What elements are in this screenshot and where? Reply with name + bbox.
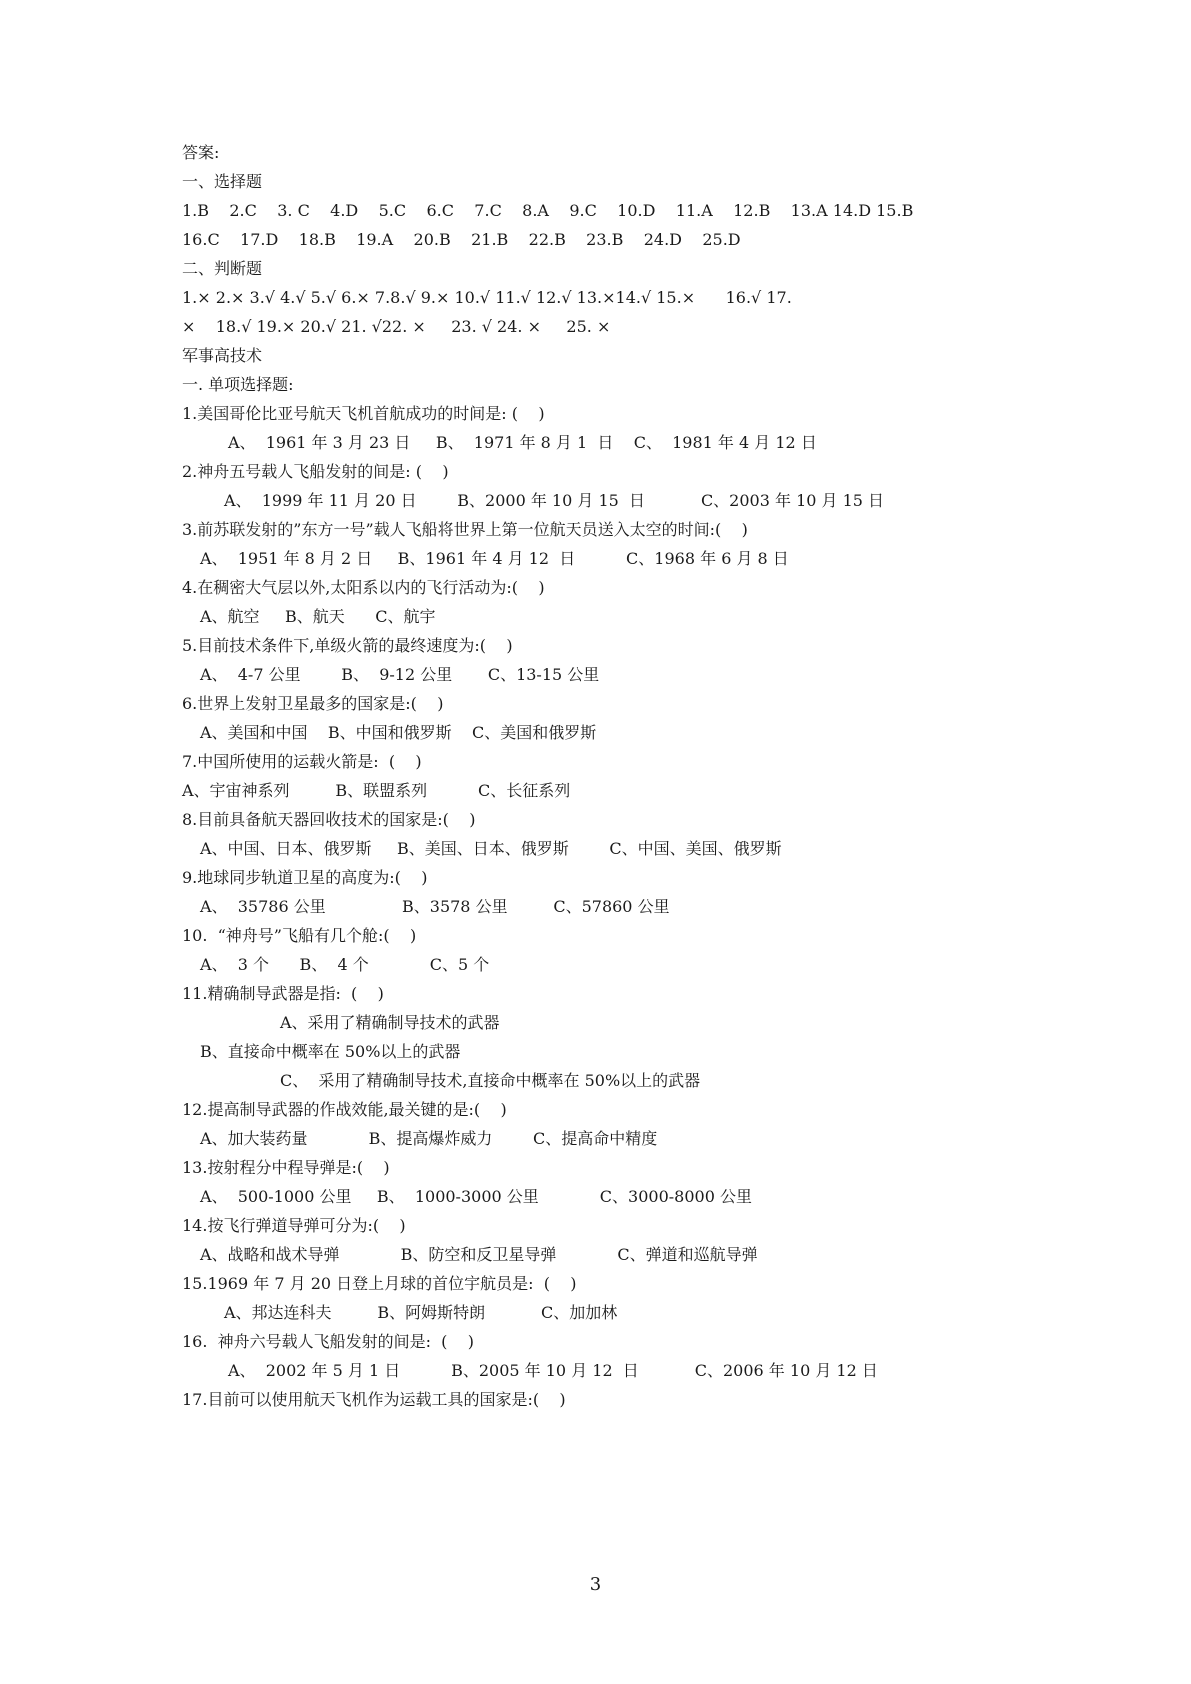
section-title-true-false: 二、判断题 bbox=[182, 259, 263, 278]
question-10-options: A、 3 个 B、 4 个 C、5 个 bbox=[200, 955, 490, 974]
question-11-option-c: C、 采用了精确制导技术,直接命中概率在 50%以上的武器 bbox=[280, 1071, 701, 1090]
question-12: 12.提高制导武器的作战效能,最关键的是:( ) bbox=[182, 1100, 507, 1119]
question-9-options: A、 35786 公里 B、3578 公里 C、57860 公里 bbox=[200, 897, 670, 916]
question-6-options: A、美国和中国 B、中国和俄罗斯 C、美国和俄罗斯 bbox=[200, 723, 597, 742]
page-number: 3 bbox=[589, 1574, 602, 1595]
question-12-options: A、加大装药量 B、提高爆炸威力 C、提高命中精度 bbox=[200, 1129, 658, 1148]
question-2-options: A、 1999 年 11 月 20 日 B、2000 年 10 月 15 日 C、2003 年 10 月 15 日 bbox=[224, 491, 885, 510]
question-13: 13.按射程分中程导弹是:( ) bbox=[182, 1158, 390, 1177]
question-4: 4.在稠密大气层以外,太阳系以内的飞行活动为:( ) bbox=[182, 578, 545, 597]
mc-answers-line: 16.C 17.D 18.B 19.A 20.B 21.B 22.B 23.B 24.D 25.D bbox=[182, 230, 741, 249]
question-14: 14.按飞行弹道导弹可分为:( ) bbox=[182, 1216, 406, 1235]
section-title-multiple-choice: 一、选择题 bbox=[182, 172, 263, 191]
tf-answers-line: 1.× 2.× 3.√ 4.√ 5.√ 6.× 7.8.√ 9.× 10.√ 11.√ 12.√ 13.×14.√ 15.× 16.√ 17. bbox=[182, 288, 792, 307]
question-16: 16. 神舟六号载人飞船发射的间是: ( ) bbox=[182, 1332, 475, 1351]
tf-answers-line: × 18.√ 19.× 20.√ 21. √22. × 23. √ 24. × 25. × bbox=[182, 317, 611, 336]
topic-title: 军事高技术 bbox=[182, 346, 263, 365]
question-16-options: A、 2002 年 5 月 1 日 B、2005 年 10 月 12 日 C、2006 年 10 月 12 日 bbox=[228, 1361, 878, 1380]
question-15-options: A、邦达连科夫 B、阿姆斯特朗 C、加加林 bbox=[224, 1303, 618, 1322]
question-15: 15.1969 年 7 月 20 日登上月球的首位宇航员是: ( ) bbox=[182, 1274, 577, 1293]
question-13-options: A、 500-1000 公里 B、 1000-3000 公里 C、3000-8000 公里 bbox=[200, 1187, 752, 1206]
question-9: 9.地球同步轨道卫星的高度为:( ) bbox=[182, 868, 428, 887]
question-7-options: A、宇宙神系列 B、联盟系列 C、长征系列 bbox=[182, 781, 571, 800]
question-11: 11.精确制导武器是指: ( ) bbox=[182, 984, 384, 1003]
question-5-options: A、 4-7 公里 B、 9-12 公里 C、13-15 公里 bbox=[200, 665, 600, 684]
subsection-title: 一. 单项选择题: bbox=[182, 375, 294, 394]
question-6: 6.世界上发射卫星最多的国家是:( ) bbox=[182, 694, 444, 713]
question-10: 10. “神舟号”飞船有几个舱:( ) bbox=[182, 926, 417, 945]
question-5: 5.目前技术条件下,单级火箭的最终速度为:( ) bbox=[182, 636, 513, 655]
question-17: 17.目前可以使用航天飞机作为运载工具的国家是:( ) bbox=[182, 1390, 566, 1409]
question-2: 2.神舟五号载人飞船发射的间是: ( ) bbox=[182, 462, 449, 481]
answer-header: 答案: bbox=[182, 143, 220, 162]
question-11-option-b: B、直接命中概率在 50%以上的武器 bbox=[200, 1042, 461, 1061]
question-1: 1.美国哥伦比亚号航天飞机首航成功的时间是: ( ) bbox=[182, 404, 545, 423]
question-7: 7.中国所使用的运载火箭是: ( ) bbox=[182, 752, 422, 771]
question-4-options: A、航空 B、航天 C、航宇 bbox=[200, 607, 436, 626]
mc-answers-line: 1.B 2.C 3. C 4.D 5.C 6.C 7.C 8.A 9.C 10.D 11.A 12.B 13.A 14.D 15.B bbox=[182, 201, 914, 220]
question-11-option-a: A、采用了精确制导技术的武器 bbox=[280, 1013, 500, 1032]
question-3-options: A、 1951 年 8 月 2 日 B、1961 年 4 月 12 日 C、1968 年 6 月 8 日 bbox=[200, 549, 789, 568]
question-8-options: A、中国、日本、俄罗斯 B、美国、日本、俄罗斯 C、中国、美国、俄罗斯 bbox=[200, 839, 782, 858]
question-14-options: A、战略和战术导弹 B、防空和反卫星导弹 C、弹道和巡航导弹 bbox=[200, 1245, 758, 1264]
question-8: 8.目前具备航天器回收技术的国家是:( ) bbox=[182, 810, 476, 829]
question-1-options: A、 1961 年 3 月 23 日 B、 1971 年 8 月 1 日 C、 1981 年 4 月 12 日 bbox=[228, 433, 817, 452]
question-3: 3.前苏联发射的”东方一号”载人飞船将世界上第一位航天员送入太空的时间:( ) bbox=[182, 520, 748, 539]
